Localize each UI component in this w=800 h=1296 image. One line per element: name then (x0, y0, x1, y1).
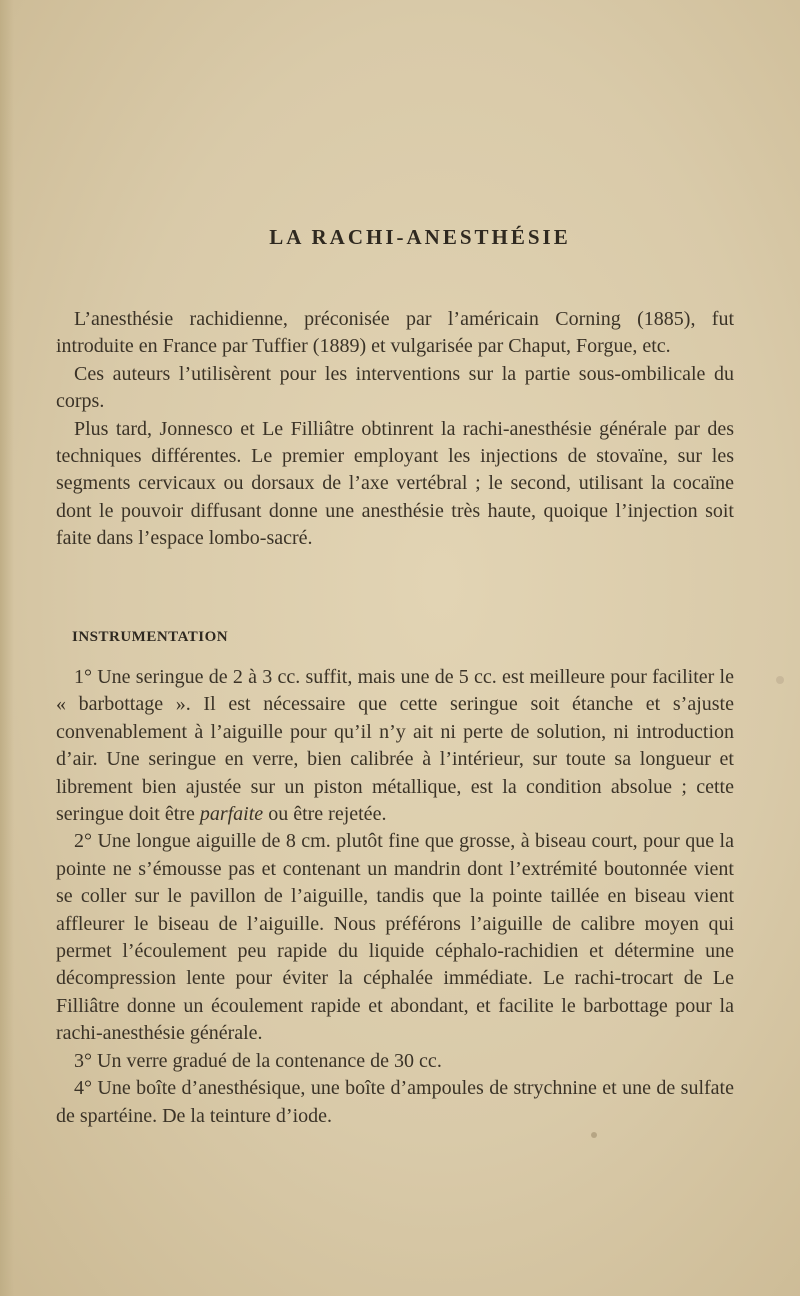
instrument-text: ou être rejetée. (263, 803, 387, 826)
intro-text (56, 306, 734, 553)
instrument-item (56, 828, 734, 1047)
instrument-item (56, 1048, 734, 1075)
chapter-title: LA RACHI-ANESTHÉSIE (269, 225, 571, 249)
page-edge-shadow (0, 0, 14, 1296)
instrument-item (56, 1075, 734, 1130)
section-heading: INSTRUMENTATION (72, 629, 229, 645)
intro-paragraph: Ces auteurs l’utilisèrent pour les interventions sur la partie sous-ombilicale du corps. (56, 362, 734, 413)
paper-spot (776, 676, 784, 684)
instrument-emphasis: parfaite (199, 803, 264, 826)
instrument-item (56, 664, 734, 828)
instrumentation-list (56, 664, 734, 1130)
intro-paragraph: Plus tard, Jonnesco et Le Filliâtre obtinrent la rachi-anesthésie générale par des techniques différentes. Le premier employant les injections de stovaïne, sur les segments cervicaux ou dorsaux de l’axe vertébral ; le second, utilisant la cocaïne dont le pouvoir diffusant donne une anesthésie très haute, quoique l’injection soit faite dans l’espace lombo-sacré. (56, 417, 734, 550)
intro-paragraph: L’anesthésie rachidienne, préconisée par l’américain Corning (1885), fut introduite en France par Tuffier (1889) et vulgarisée par Chaput, Forgue, etc. (56, 308, 734, 358)
instrument-text: 4° Une boîte d’anesthésique, une boîte d’ampoules de strychnine et une de sulfate de spartéine. De la teinture d’iode. (56, 1077, 734, 1127)
paper-spot (591, 1132, 597, 1138)
instrument-text: 1° Une seringue de 2 à 3 cc. suffit, mais une de 5 cc. est meilleure pour faciliter le « barbottage ». Il est nécessaire que cette seringue soit étanche et s’ajuste convenablement à l’aiguille pour qu’il n’y ait ni perte de solution, ni introduction d’air. Une seringue en verre, bien calibrée à l’intérieur, sur toute sa longueur et librement bien ajustée sur un piston métallique, est la condition absolue ; cette seringue doit être (56, 666, 734, 826)
instrument-text: 2° Une longue aiguille de 8 cm. plutôt fine que grosse, à biseau court, pour que la pointe ne s’émousse pas et contenant un mandrin dont l’extrémité boutonnée vient se coller sur le pavillon de l’aiguille, tandis que la pointe taillée en biseau vient affleurer le biseau de l’aiguille. Nous préférons l’aiguille de calibre moyen qui permet l’écoulement peu rapide du liquide céphalo-rachidien et détermine une décompression lente pour éviter la céphalée immédiate. Le rachi-trocart de Le Filliâtre donne un écoulement rapide et abondant, et facilite le barbottage pour la rachi-anesthésie générale. (56, 830, 734, 1045)
instrument-text: 3° Un verre gradué de la contenance de 30 cc. (74, 1049, 442, 1072)
